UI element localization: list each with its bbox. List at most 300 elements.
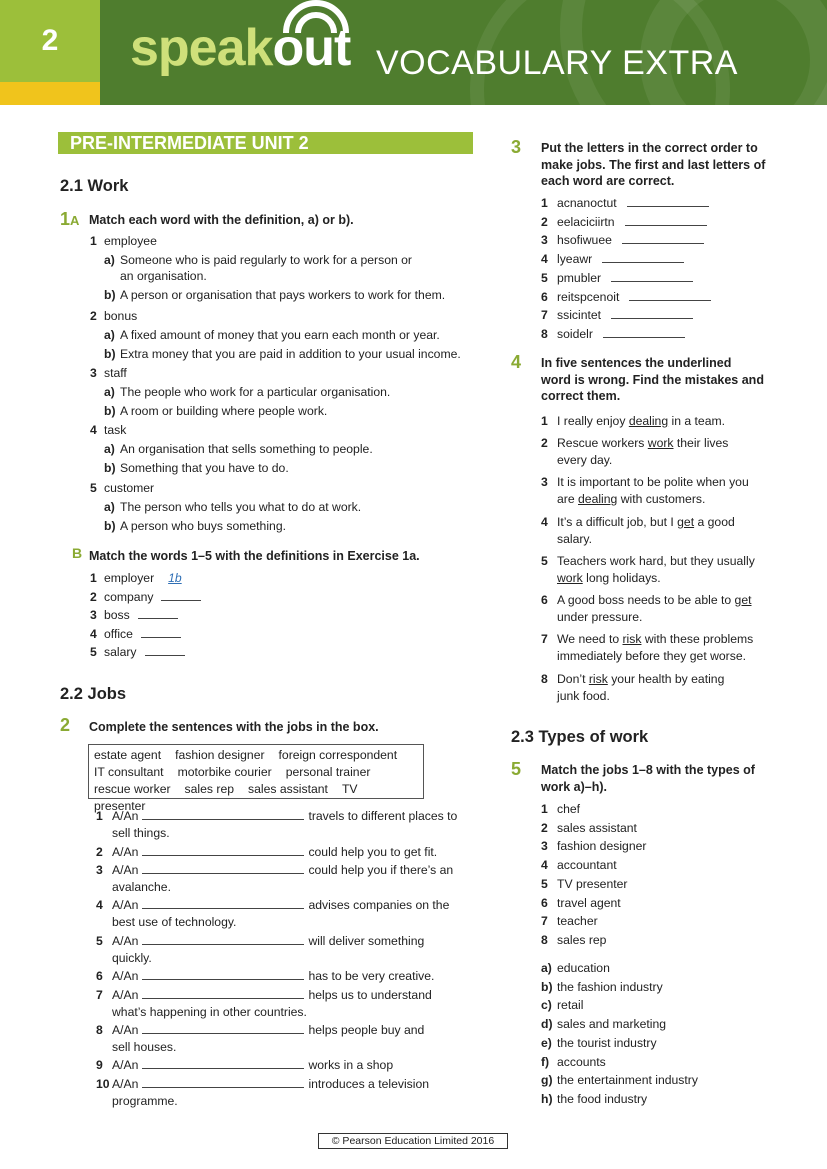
underlined-word: work — [647, 436, 674, 450]
ex4-sentence-cont — [557, 452, 612, 468]
instruction-line: In five sentences the underlined — [541, 356, 732, 370]
ex5-type-row — [541, 1091, 647, 1107]
item-number: 4 — [541, 252, 548, 267]
answer-blank — [602, 252, 684, 263]
item-number: 4 — [541, 858, 548, 873]
ex2-sentence — [96, 897, 449, 913]
sentence-prefix: A/An — [112, 1023, 139, 1037]
work-type: the food industry — [557, 1091, 648, 1106]
section-2-1-title: 2.1 Work — [60, 177, 129, 195]
option-label: d) — [541, 1017, 553, 1032]
item-number: 9 — [96, 1058, 103, 1072]
word-box-row — [94, 764, 418, 781]
section-2-2-title: 2.2 Jobs — [60, 685, 127, 703]
option-label: b) — [104, 461, 116, 475]
item-number: 6 — [96, 969, 103, 983]
ex3-row — [541, 251, 684, 267]
sentence-text: will deliver something — [308, 934, 425, 948]
sentence-text: with these problems — [641, 632, 754, 646]
answer-blank — [138, 608, 178, 619]
job-name: travel agent — [557, 895, 621, 910]
exercise-5-instruction — [541, 762, 755, 795]
answer-blank — [627, 196, 709, 207]
option-text: A person or organisation that pays workers to work for them. — [120, 288, 446, 302]
item-number: 3 — [541, 233, 548, 248]
sentence-text: I really enjoy — [557, 414, 629, 428]
job-name: sales rep — [557, 932, 607, 947]
ex1a-num: 1 — [60, 209, 71, 229]
answer-blank — [603, 327, 685, 338]
ex3-row — [541, 232, 704, 248]
ex2-sentence-cont — [112, 950, 152, 966]
ex2-sentence-cont — [112, 914, 236, 930]
sentence-text: could help you if there’s an — [308, 863, 454, 877]
ex4-sentence-cont — [557, 609, 642, 625]
scrambled-word: reitspcenoit — [557, 289, 620, 304]
option-label: g) — [541, 1073, 553, 1088]
work-type: sales and marketing — [557, 1017, 667, 1032]
sentence-prefix: A/An — [112, 863, 139, 877]
item-number: 6 — [541, 289, 548, 304]
sentence-text: their lives — [673, 436, 729, 450]
instruction-line: correct them. — [541, 389, 621, 403]
sentence-prefix: A/An — [112, 1077, 139, 1091]
instruction-line: work a)–h). — [541, 779, 607, 794]
job-word-box — [88, 744, 424, 813]
unit-banner: PRE-INTERMEDIATE UNIT 2 — [58, 132, 473, 154]
ex1b-row — [90, 570, 182, 586]
answer-blank — [611, 271, 693, 282]
work-type: retail — [557, 998, 584, 1013]
exercise-1b-instruction: Match the words 1–5 with the definitions in Exercise 1a. — [89, 549, 420, 563]
answer-blank — [142, 863, 304, 874]
item-number: 2 — [541, 214, 548, 229]
sentence-text: immediately before they get worse. — [557, 649, 746, 663]
item-number: 4 — [90, 423, 97, 437]
option-label: b) — [104, 404, 116, 418]
work-type: accounts — [557, 1054, 606, 1069]
answer-blank — [142, 809, 304, 820]
sentence-text: avalanche. — [112, 880, 171, 894]
option-label: a) — [104, 442, 115, 456]
item-number: 8 — [96, 1023, 103, 1037]
logo-speak: speak — [130, 19, 273, 77]
option-text: A person who buys something. — [120, 519, 286, 533]
yellow-stripe — [0, 82, 100, 105]
sentence-prefix: A/An — [112, 845, 139, 859]
copyright-footer: © Pearson Education Limited 2016 — [318, 1133, 508, 1149]
exercise-1a-number — [60, 209, 79, 230]
ex3-row — [541, 195, 709, 211]
sentence-text: quickly. — [112, 951, 152, 965]
word-box-item: sales rep — [184, 782, 234, 796]
ex5-job-row — [541, 876, 627, 892]
ex5-job-row — [541, 932, 606, 948]
work-type: education — [557, 961, 610, 975]
item-number: 1 — [541, 414, 548, 428]
sentence-text: long holidays. — [582, 571, 661, 585]
ex2-sentence — [96, 808, 457, 824]
answer-blank — [141, 627, 181, 638]
job-name: sales assistant — [557, 820, 637, 835]
answer-blank — [161, 590, 201, 601]
ex5-job-row — [541, 913, 598, 929]
item-number: 2 — [541, 436, 548, 450]
item-number: 3 — [541, 839, 548, 854]
sentence-text: advises companies on the — [308, 898, 450, 912]
ex2-sentence — [96, 933, 424, 949]
word-box-item: motorbike courier — [177, 765, 272, 779]
item-number: 3 — [96, 863, 103, 877]
ex1a-word-row — [90, 365, 127, 381]
exercise-4-instruction — [541, 355, 764, 405]
job-name: teacher — [557, 914, 598, 929]
ex1a-word-row — [90, 422, 126, 438]
exercise-5-number: 5 — [511, 759, 522, 779]
sentence-text: introduces a television — [308, 1077, 430, 1091]
sentence-text: what’s happening in other countries. — [112, 1005, 307, 1019]
ex4-sentence-cont — [557, 491, 705, 507]
signal-arc-icon — [280, 0, 352, 37]
sentence-text: A good boss needs to be able to — [557, 593, 735, 607]
ex4-sentence — [541, 631, 753, 647]
item-number: 8 — [541, 672, 548, 686]
ex5-type-row — [541, 1054, 606, 1070]
scrambled-word: acnanoctut — [557, 196, 617, 210]
ex5-type-row — [541, 1035, 657, 1051]
ex1a-option-b — [104, 346, 461, 362]
sentence-text: every day. — [557, 453, 613, 467]
instruction-line: word is wrong. Find the mistakes and — [541, 372, 764, 387]
sentence-prefix: A/An — [112, 898, 139, 912]
word-box-item: sales assistant — [248, 782, 328, 796]
ex1b-row — [90, 644, 185, 660]
instruction-line: make jobs. The first and last letters of — [541, 157, 766, 172]
sentence-text: a good — [694, 515, 735, 529]
word-box-item: fashion designer — [175, 748, 265, 762]
speakout-logo — [130, 19, 351, 77]
option-label: h) — [541, 1091, 553, 1106]
sentence-prefix: A/An — [112, 988, 139, 1002]
ex5-job-row — [541, 820, 637, 836]
option-text: The person who tells you what to do at work. — [120, 500, 362, 514]
ex5-job-row — [541, 857, 617, 873]
answer-blank — [142, 1077, 304, 1088]
ex1a-option-b — [104, 403, 327, 419]
item-word: task — [104, 423, 127, 437]
sentence-text: salary. — [557, 532, 592, 546]
ex5-type-row — [541, 1016, 666, 1032]
work-type: the fashion industry — [557, 979, 663, 994]
sentence-text: helps people buy and — [308, 1023, 425, 1037]
item-number: 3 — [90, 366, 97, 380]
ex4-sentence — [541, 553, 755, 569]
item-number: 5 — [90, 481, 97, 495]
option-label: b) — [104, 288, 116, 302]
sentence-text: Rescue workers — [557, 436, 648, 450]
ex1b-row — [90, 607, 178, 623]
answer-blank — [142, 898, 304, 909]
answer-blank — [142, 1058, 304, 1069]
option-text: Something that you have to do. — [120, 461, 289, 475]
scrambled-word: lyeawr — [557, 252, 593, 267]
ex2-sentence — [96, 1057, 393, 1073]
ex1a-option-a — [104, 384, 390, 400]
ex3-row — [541, 289, 711, 305]
unit-number: 2 — [41, 24, 59, 57]
scrambled-word: hsofiwuee — [557, 233, 612, 248]
page-header — [0, 0, 827, 105]
sentence-text: has to be very creative. — [308, 969, 435, 983]
ex1a-option-a — [104, 499, 361, 515]
answer-blank — [142, 988, 304, 999]
ex1a-option-b — [104, 287, 445, 303]
sentence-text: Teachers work hard, but they usually — [557, 554, 755, 568]
exercise-2-instruction: Complete the sentences with the jobs in the box. — [89, 720, 379, 734]
sentence-text: works in a shop — [308, 1058, 394, 1072]
exercise-1a-instruction: Match each word with the definition, a) or b). — [89, 213, 354, 227]
item-number: 8 — [541, 932, 548, 947]
option-label: a) — [541, 961, 552, 975]
ex3-row — [541, 270, 693, 286]
ex3-row — [541, 214, 707, 230]
word-box-item: IT consultant — [94, 765, 164, 779]
sentence-text: sell houses. — [112, 1040, 177, 1054]
ex4-sentence-cont — [557, 531, 592, 547]
option-text: An organisation that sells something to people. — [120, 442, 373, 456]
unit-number-badge — [0, 0, 100, 82]
sentence-prefix: A/An — [112, 969, 139, 983]
ex2-sentence — [96, 987, 432, 1003]
item-number: 4 — [90, 626, 97, 641]
option-text: Extra money that you are paid in addition to your usual income. — [120, 347, 461, 361]
underlined-word: dealing — [628, 414, 669, 428]
ex2-sentence-cont — [112, 1093, 178, 1109]
option-label: c) — [541, 998, 552, 1013]
scrambled-word: eelaciciirtn — [557, 214, 615, 229]
ex4-sentence — [541, 435, 728, 451]
item-number: 5 — [541, 270, 548, 285]
option-label: b) — [104, 519, 116, 533]
sentence-text: We need to — [557, 632, 623, 646]
sentence-text: programme. — [112, 1094, 178, 1108]
answer-blank — [142, 934, 304, 945]
job-name: accountant — [557, 858, 617, 873]
sentence-text: Don’t — [557, 672, 589, 686]
ex5-type-row — [541, 997, 583, 1013]
sentence-text: under pressure. — [557, 610, 643, 624]
item-number: 1 — [541, 196, 548, 210]
item-number: 4 — [541, 515, 548, 529]
ex4-sentence — [541, 413, 725, 429]
sentence-text: your health by eating — [607, 672, 725, 686]
ex1b-row — [90, 589, 201, 605]
option-label: a) — [104, 385, 115, 399]
item-number: 6 — [541, 593, 548, 607]
item-word: staff — [104, 366, 127, 380]
ex1a-option-b — [104, 460, 289, 476]
ex5-job-row — [541, 895, 621, 911]
job-name: chef — [557, 802, 581, 816]
item-word: boss — [104, 608, 130, 622]
item-number: 5 — [541, 554, 548, 568]
item-number: 3 — [90, 608, 97, 622]
ex5-type-row — [541, 1072, 698, 1088]
sentence-text: sell things. — [112, 826, 170, 840]
logo-out: out — [272, 19, 351, 77]
item-number: 2 — [541, 820, 548, 835]
sentence-text: It’s a difficult job, but I — [557, 515, 678, 529]
ex3-row — [541, 326, 685, 342]
item-number: 1 — [541, 802, 548, 816]
item-number: 5 — [541, 876, 548, 891]
option-text: The people who work for a particular organisation. — [120, 385, 391, 399]
option-label: a) — [104, 500, 115, 514]
word-box-item: rescue worker — [94, 782, 171, 796]
item-number: 4 — [96, 898, 103, 912]
ex2-sentence — [96, 1022, 424, 1038]
instruction-line: Put the letters in the correct order to — [541, 141, 758, 155]
item-number: 3 — [541, 475, 548, 489]
underlined-word: get — [677, 515, 695, 529]
item-word: customer — [104, 481, 155, 495]
item-number: 5 — [90, 645, 97, 659]
sentence-text: are — [557, 492, 579, 506]
item-number: 2 — [90, 309, 97, 323]
exercise-1b-letter: B — [72, 545, 83, 561]
exercise-3-instruction — [541, 140, 765, 190]
answer-blank — [142, 969, 304, 980]
ex1a-option-a — [104, 327, 440, 343]
item-number: 8 — [541, 326, 548, 341]
sentence-text: junk food. — [557, 689, 610, 703]
ex4-sentence — [541, 671, 724, 687]
ex5-type-row — [541, 960, 610, 976]
ex2-sentence — [96, 862, 453, 878]
sentence-prefix: A/An — [112, 809, 139, 823]
ex1b-row — [90, 626, 181, 642]
ex2-sentence-cont — [112, 1004, 307, 1020]
option-label: e) — [541, 1035, 552, 1050]
word-box-row — [94, 747, 418, 764]
work-type: the entertainment industry — [557, 1073, 698, 1088]
section-2-3-title: 2.3 Types of work — [511, 728, 649, 746]
answer-blank — [142, 1023, 304, 1034]
item-number: 7 — [541, 308, 548, 323]
item-word: employer — [104, 571, 155, 585]
option-label: b) — [541, 979, 553, 994]
underlined-word: risk — [588, 672, 608, 686]
item-word: bonus — [104, 309, 138, 323]
item-word: company — [104, 589, 154, 604]
ex1a-word-row — [90, 233, 157, 249]
underlined-word: work — [557, 571, 583, 585]
item-number: 7 — [96, 988, 103, 1002]
option-label: b) — [104, 347, 116, 361]
answer-blank — [622, 233, 704, 244]
exercise-4-number: 4 — [511, 352, 522, 372]
ex2-sentence — [96, 968, 434, 984]
ex2-sentence-cont — [112, 1039, 176, 1055]
ex2-sentence — [96, 1076, 429, 1092]
ex1a-option-a-cont — [120, 268, 207, 284]
scrambled-word: soidelr — [557, 326, 593, 341]
item-number: 6 — [541, 895, 548, 910]
example-answer: 1b — [168, 571, 182, 585]
sentence-prefix: A/An — [112, 1058, 139, 1072]
sentence-text: in a team. — [668, 414, 726, 428]
scrambled-word: pmubler — [557, 270, 602, 285]
item-number: 2 — [96, 845, 103, 859]
sentence-text: It is important to be polite when you — [557, 475, 749, 489]
sentence-text: with customers. — [617, 492, 706, 506]
option-text: A room or building where people work. — [120, 404, 328, 418]
sentence-text: could help you to get fit. — [308, 845, 438, 859]
item-word: office — [104, 626, 133, 641]
ex1a-letter: A — [70, 213, 80, 228]
sentence-prefix: A/An — [112, 934, 139, 948]
option-text: Someone who is paid regularly to work for a person or — [120, 253, 412, 267]
option-label: a) — [104, 328, 115, 342]
answer-blank — [625, 215, 707, 226]
page-title: VOCABULARY EXTRA — [376, 44, 738, 82]
item-number: 10 — [96, 1077, 110, 1091]
item-number: 7 — [541, 632, 548, 646]
word-box-item: personal trainer — [285, 765, 371, 779]
item-word: salary — [104, 645, 137, 659]
ex2-sentence-cont — [112, 879, 171, 895]
ex4-sentence — [541, 474, 749, 490]
instruction-line: each word are correct. — [541, 174, 675, 188]
word-box-item: TV presenter — [94, 782, 358, 813]
sentence-text: helps us to understand — [308, 988, 432, 1002]
job-name: TV presenter — [557, 876, 628, 891]
scrambled-word: ssicintet — [557, 308, 602, 323]
ex4-sentence-cont — [557, 688, 610, 704]
ex4-sentence — [541, 514, 735, 530]
ex5-job-row — [541, 801, 580, 817]
item-number: 7 — [541, 914, 548, 929]
ex2-sentence — [96, 844, 437, 860]
ex4-sentence-cont — [557, 648, 746, 664]
ex2-sentence-cont — [112, 825, 170, 841]
ex4-sentence-cont — [557, 570, 661, 586]
answer-blank — [145, 645, 185, 656]
ex5-type-row — [541, 979, 663, 995]
answer-blank — [611, 308, 693, 319]
sentence-text: travels to different places to — [308, 809, 458, 823]
item-word: employee — [104, 234, 157, 248]
option-text: an organisation. — [120, 269, 207, 283]
item-number: 2 — [90, 589, 97, 604]
answer-blank — [629, 290, 711, 301]
ex1a-word-row — [90, 308, 137, 324]
item-number: 1 — [96, 809, 103, 823]
option-label: a) — [104, 253, 115, 267]
item-number: 5 — [96, 934, 103, 948]
underlined-word: dealing — [578, 492, 618, 506]
sentence-text: best use of technology. — [112, 915, 237, 929]
ex1a-option-a — [104, 441, 373, 457]
underlined-word: get — [734, 593, 752, 607]
ex1a-word-row — [90, 480, 154, 496]
option-text: A fixed amount of money that you earn each month or year. — [120, 328, 440, 342]
underlined-word: risk — [622, 632, 642, 646]
exercise-2-number: 2 — [60, 715, 71, 735]
work-type: the tourist industry — [557, 1035, 657, 1050]
ex3-row — [541, 307, 693, 323]
exercise-3-number: 3 — [511, 137, 522, 157]
